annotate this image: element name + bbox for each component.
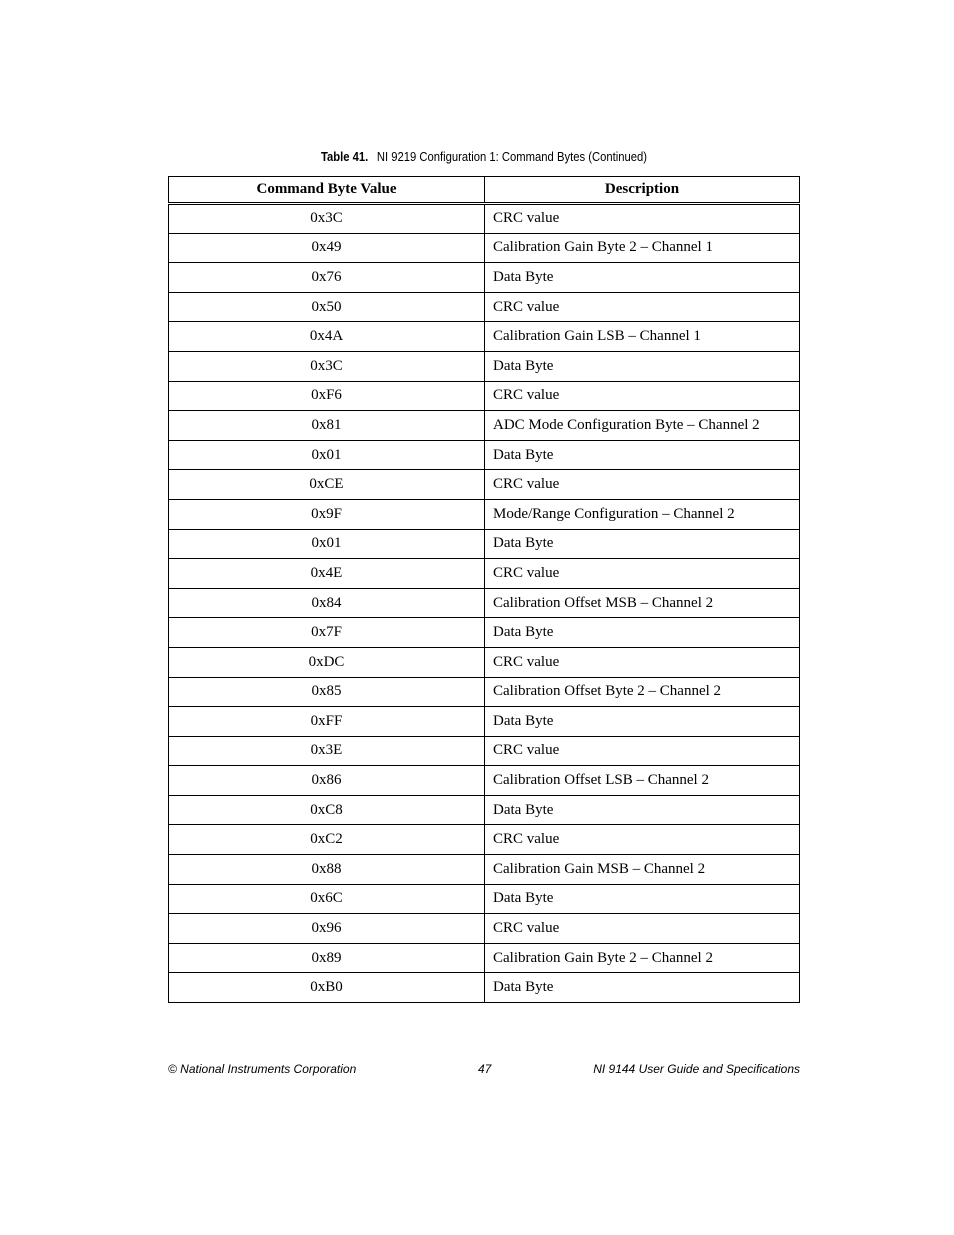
table-row: [169, 618, 800, 648]
table-row: [169, 943, 800, 973]
command-byte-value-cell: 0x88: [169, 855, 485, 885]
table-body: [169, 204, 800, 1003]
description-cell: CRC value: [485, 292, 800, 322]
table-row: [169, 499, 800, 529]
description-cell: Calibration Offset Byte 2 – Channel 2: [485, 677, 800, 707]
description-cell: Data Byte: [485, 618, 800, 648]
table-row: [169, 795, 800, 825]
description-cell: Data Byte: [485, 440, 800, 470]
command-byte-value-cell: 0x76: [169, 263, 485, 293]
command-byte-value-cell: 0xC8: [169, 795, 485, 825]
header-command-byte-value: Command Byte Value: [169, 177, 485, 204]
description-cell: Calibration Gain Byte 2 – Channel 2: [485, 943, 800, 973]
command-byte-value-cell: 0x3C: [169, 204, 485, 234]
command-byte-value-cell: 0x96: [169, 914, 485, 944]
command-byte-value-cell: 0x3C: [169, 351, 485, 381]
table-row: [169, 351, 800, 381]
description-cell: CRC value: [485, 647, 800, 677]
footer-copyright: © National Instruments Corporation: [168, 1062, 357, 1076]
description-cell: CRC value: [485, 825, 800, 855]
description-cell: Calibration Offset LSB – Channel 2: [485, 766, 800, 796]
description-cell: Mode/Range Configuration – Channel 2: [485, 499, 800, 529]
command-byte-value-cell: 0xFF: [169, 707, 485, 737]
command-byte-value-cell: 0x85: [169, 677, 485, 707]
description-cell: Calibration Offset MSB – Channel 2: [485, 588, 800, 618]
description-cell: Data Byte: [485, 351, 800, 381]
command-byte-value-cell: 0x01: [169, 529, 485, 559]
command-byte-value-cell: 0xC2: [169, 825, 485, 855]
description-cell: CRC value: [485, 381, 800, 411]
description-cell: Data Byte: [485, 529, 800, 559]
description-cell: Data Byte: [485, 884, 800, 914]
description-cell: ADC Mode Configuration Byte – Channel 2: [485, 411, 800, 441]
footer-page-number: 47: [478, 1062, 492, 1076]
table-row: [169, 440, 800, 470]
table-caption-text: NI 9219 Configuration 1: Command Bytes (Continued): [376, 150, 647, 164]
command-byte-value-cell: 0x6C: [169, 884, 485, 914]
description-cell: Data Byte: [485, 973, 800, 1003]
table-row: [169, 736, 800, 766]
description-cell: Calibration Gain LSB – Channel 1: [485, 322, 800, 352]
table-row: [169, 825, 800, 855]
footer-document-title: NI 9144 User Guide and Specifications: [593, 1062, 800, 1076]
description-cell: CRC value: [485, 559, 800, 589]
table-row: [169, 529, 800, 559]
table-row: [169, 647, 800, 677]
table-row: [169, 292, 800, 322]
command-byte-value-cell: 0x89: [169, 943, 485, 973]
table-row: [169, 381, 800, 411]
table-header-row: [169, 177, 800, 204]
table-row: [169, 204, 800, 234]
header-description: Description: [485, 177, 800, 204]
table-row: [169, 470, 800, 500]
table-row: [169, 559, 800, 589]
description-cell: Data Byte: [485, 707, 800, 737]
command-byte-value-cell: 0x9F: [169, 499, 485, 529]
table-row: [169, 233, 800, 263]
command-byte-value-cell: 0x01: [169, 440, 485, 470]
command-byte-value-cell: 0xDC: [169, 647, 485, 677]
command-byte-value-cell: 0x81: [169, 411, 485, 441]
table-row: [169, 855, 800, 885]
table-row: [169, 263, 800, 293]
table-row: [169, 588, 800, 618]
command-bytes-table: [168, 176, 800, 1003]
description-cell: Data Byte: [485, 795, 800, 825]
command-byte-value-cell: 0x4A: [169, 322, 485, 352]
description-cell: Data Byte: [485, 263, 800, 293]
table-row: [169, 322, 800, 352]
table-row: [169, 914, 800, 944]
table-row: [169, 973, 800, 1003]
description-cell: CRC value: [485, 204, 800, 234]
description-cell: CRC value: [485, 736, 800, 766]
description-cell: CRC value: [485, 470, 800, 500]
description-cell: Calibration Gain Byte 2 – Channel 1: [485, 233, 800, 263]
table-row: [169, 884, 800, 914]
command-byte-value-cell: 0x3E: [169, 736, 485, 766]
command-byte-value-cell: 0x7F: [169, 618, 485, 648]
command-byte-value-cell: 0xCE: [169, 470, 485, 500]
command-byte-value-cell: 0x50: [169, 292, 485, 322]
command-byte-value-cell: 0xF6: [169, 381, 485, 411]
description-cell: CRC value: [485, 914, 800, 944]
table-row: [169, 766, 800, 796]
command-byte-value-cell: 0x86: [169, 766, 485, 796]
command-byte-value-cell: 0xB0: [169, 973, 485, 1003]
table-row: [169, 707, 800, 737]
description-cell: Calibration Gain MSB – Channel 2: [485, 855, 800, 885]
table-caption: [200, 150, 769, 164]
table-row: [169, 411, 800, 441]
table-row: [169, 677, 800, 707]
command-byte-value-cell: 0x49: [169, 233, 485, 263]
command-byte-value-cell: 0x4E: [169, 559, 485, 589]
table-caption-label: Table 41.: [320, 150, 369, 164]
command-byte-value-cell: 0x84: [169, 588, 485, 618]
